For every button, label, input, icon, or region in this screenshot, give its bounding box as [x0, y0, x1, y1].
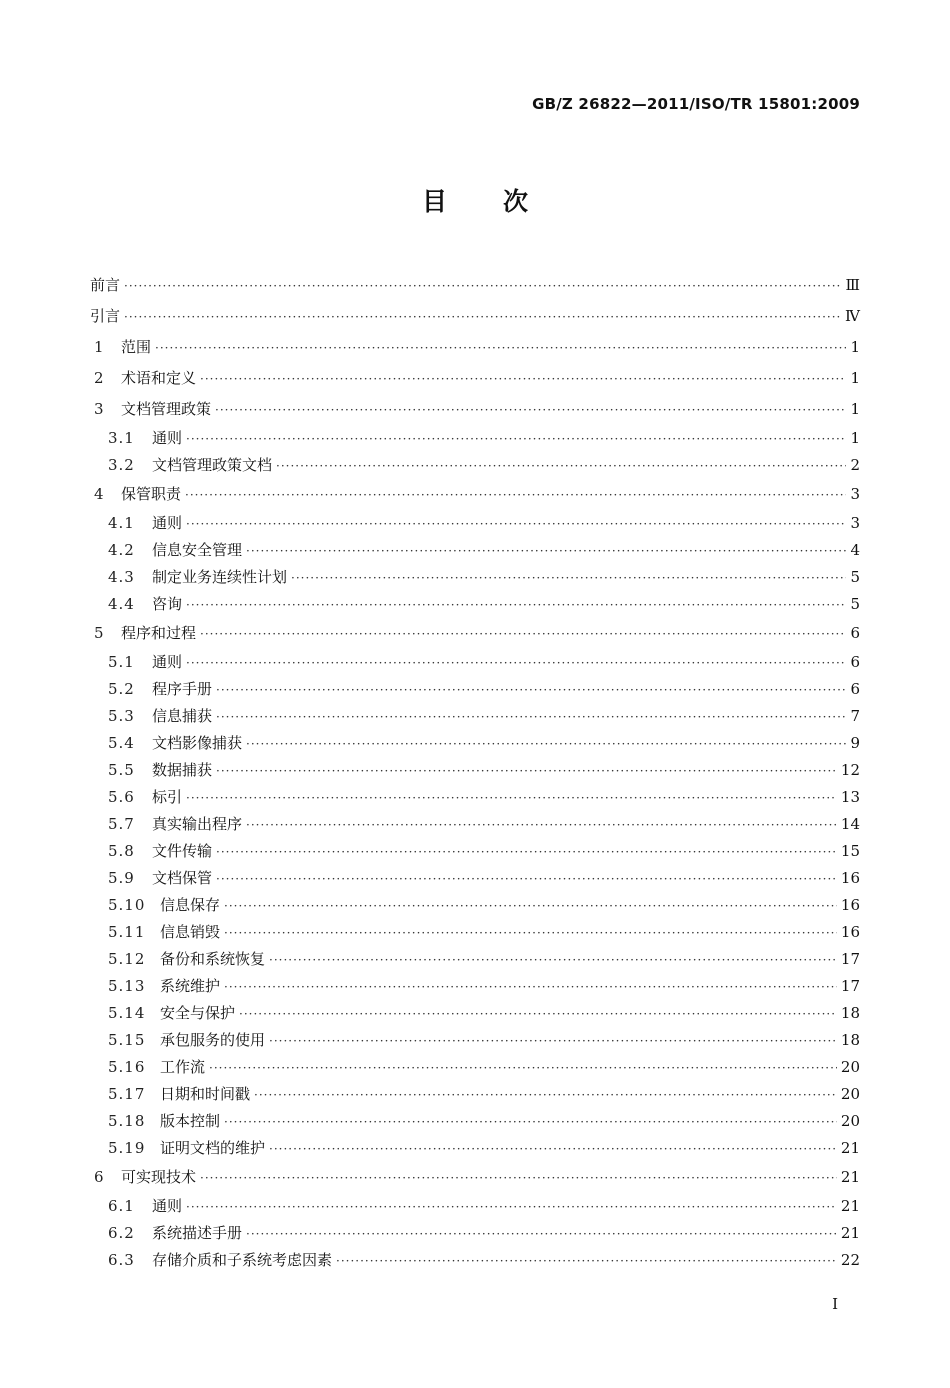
toc-leader-dots — [200, 364, 846, 395]
toc-entry[interactable] — [90, 1135, 860, 1162]
toc-entry-number: 3.2 — [108, 456, 135, 474]
toc-entry-number: 5.19 — [108, 1139, 146, 1157]
toc-leader-dots — [186, 511, 846, 538]
toc-leader-dots — [186, 650, 846, 677]
toc-entry-number: 5.13 — [108, 977, 146, 995]
toc-entry-page: 6 — [850, 653, 860, 671]
toc-entry[interactable] — [90, 452, 860, 479]
toc-entry-label: 证明文档的维护 — [160, 1139, 266, 1157]
toc-entry-label: 承包服务的使用 — [160, 1031, 266, 1049]
toc-entry-number: 5.6 — [108, 788, 135, 806]
toc-entry-number: 5.1 — [108, 653, 135, 671]
toc-entry-number: 3.1 — [108, 429, 135, 447]
toc-leader-dots — [224, 893, 837, 920]
toc-entry-number: 4.4 — [108, 595, 135, 613]
toc-entry-label: 文档管理政策文档 — [152, 456, 273, 474]
toc-entry-number: 2 — [94, 369, 104, 387]
toc-entry-label: 系统描述手册 — [152, 1224, 243, 1242]
toc-entry-label: 文档影像捕获 — [152, 734, 243, 752]
toc-entry[interactable] — [90, 1081, 860, 1108]
toc-entry-number: 1 — [94, 338, 104, 356]
toc-leader-dots — [336, 1248, 837, 1275]
toc-entry-number: 4.1 — [108, 514, 135, 532]
toc-entry-number: 5.18 — [108, 1112, 146, 1130]
document-code: GB/Z 26822—2011/ISO/TR 15801:2009 — [532, 95, 860, 113]
toc-entry-label: 备份和系统恢复 — [160, 950, 266, 968]
toc-entry-page: 20 — [840, 1112, 860, 1130]
toc-leader-dots — [246, 538, 846, 565]
table-of-contents — [90, 270, 860, 1274]
toc-entry[interactable] — [90, 784, 860, 811]
toc-entry[interactable] — [90, 865, 860, 892]
toc-entry-number: 6 — [94, 1168, 104, 1186]
toc-entry[interactable] — [90, 479, 860, 510]
toc-entry-page: 21 — [840, 1168, 860, 1186]
toc-leader-dots — [186, 1194, 837, 1221]
toc-entry-number: 4.2 — [108, 541, 135, 559]
toc-leader-dots — [216, 704, 846, 731]
toc-entry-number: 5.4 — [108, 734, 135, 752]
toc-entry-page: 16 — [840, 896, 860, 914]
toc-leader-dots — [124, 302, 841, 333]
toc-entry-page: 17 — [840, 950, 860, 968]
toc-leader-dots — [209, 1055, 837, 1082]
toc-entry-number: 5.17 — [108, 1085, 146, 1103]
toc-entry[interactable] — [90, 591, 860, 618]
toc-entry-number: 5.15 — [108, 1031, 146, 1049]
toc-entry[interactable] — [90, 757, 860, 784]
toc-entry-number: 6.2 — [108, 1224, 135, 1242]
toc-entry-page: 16 — [840, 869, 860, 887]
toc-entry-label: 版本控制 — [160, 1112, 221, 1130]
toc-entry-page: 14 — [840, 815, 860, 833]
toc-leader-dots — [216, 758, 837, 785]
toc-entry[interactable] — [90, 811, 860, 838]
toc-leader-dots — [186, 785, 837, 812]
toc-entry[interactable] — [90, 676, 860, 703]
toc-entry-label: 信息销毁 — [160, 923, 221, 941]
toc-entry-label: 安全与保护 — [160, 1004, 236, 1022]
toc-leader-dots — [224, 974, 837, 1001]
toc-leader-dots — [254, 1082, 837, 1109]
toc-entry-label: 引言 — [90, 307, 121, 325]
page-title — [0, 182, 950, 218]
toc-entry-number: 5.2 — [108, 680, 135, 698]
footer-page-number: I — [832, 1295, 838, 1313]
toc-leader-dots — [276, 453, 846, 480]
toc-entry-label: 程序手册 — [152, 680, 213, 698]
toc-entry-label: 通则 — [152, 514, 183, 532]
toc-entry-page: 3 — [850, 485, 860, 503]
toc-leader-dots — [185, 480, 846, 511]
toc-leader-dots — [224, 920, 837, 947]
toc-entry-number: 3 — [94, 400, 104, 418]
toc-entry[interactable] — [90, 1054, 860, 1081]
toc-entry-page: 1 — [850, 369, 860, 387]
toc-entry[interactable] — [90, 892, 860, 919]
toc-entry-number: 5.14 — [108, 1004, 146, 1022]
toc-entry-page: 13 — [840, 788, 860, 806]
toc-entry-label: 文件传输 — [152, 842, 213, 860]
toc-entry-page: 1 — [850, 400, 860, 418]
toc-entry[interactable] — [90, 1220, 860, 1247]
toc-leader-dots — [124, 271, 842, 302]
toc-entry-page: 2 — [850, 456, 860, 474]
toc-entry[interactable] — [90, 564, 860, 591]
toc-entry-label: 信息捕获 — [152, 707, 213, 725]
toc-leader-dots — [269, 1028, 837, 1055]
toc-entry-label: 数据捕获 — [152, 761, 213, 779]
toc-entry-page: Ⅲ — [845, 276, 860, 294]
toc-entry-label: 存储介质和子系统考虑因素 — [152, 1251, 333, 1269]
toc-entry-number: 5.7 — [108, 815, 135, 833]
toc-leader-dots — [269, 1136, 837, 1163]
toc-entry[interactable] — [90, 618, 860, 649]
toc-entry-label: 范围 — [121, 338, 152, 356]
toc-entry[interactable] — [90, 1162, 860, 1193]
toc-entry-number: 4 — [94, 485, 104, 503]
toc-entry-number: 5 — [94, 624, 104, 642]
toc-entry-label: 信息安全管理 — [152, 541, 243, 559]
toc-entry-label: 保管职责 — [121, 485, 182, 503]
toc-entry-label: 工作流 — [160, 1058, 206, 1076]
toc-entry-page: 15 — [840, 842, 860, 860]
toc-entry-label: 程序和过程 — [121, 624, 197, 642]
toc-entry-number: 4.3 — [108, 568, 135, 586]
title-char-1: 目 — [421, 187, 447, 216]
toc-entry-page: 18 — [840, 1031, 860, 1049]
toc-entry-page: 6 — [850, 624, 860, 642]
title-char-2: 次 — [503, 187, 529, 216]
toc-entry-number: 5.8 — [108, 842, 135, 860]
toc-entry[interactable] — [90, 838, 860, 865]
toc-leader-dots — [215, 395, 846, 426]
toc-entry[interactable] — [90, 332, 860, 363]
toc-entry[interactable] — [90, 1000, 860, 1027]
toc-entry-page: 1 — [850, 429, 860, 447]
toc-leader-dots — [186, 592, 846, 619]
toc-entry-page: 21 — [840, 1139, 860, 1157]
toc-leader-dots — [200, 619, 846, 650]
toc-entry[interactable] — [90, 703, 860, 730]
toc-entry-label: 信息保存 — [160, 896, 221, 914]
toc-entry-label: 通则 — [152, 429, 183, 447]
toc-entry-label: 通则 — [152, 653, 183, 671]
toc-leader-dots — [186, 426, 846, 453]
toc-leader-dots — [246, 731, 846, 758]
toc-entry-page: 12 — [840, 761, 860, 779]
toc-entry-label: 前言 — [90, 276, 121, 294]
toc-entry-page: 7 — [850, 707, 860, 725]
toc-entry-page: 5 — [850, 595, 860, 613]
toc-entry-label: 标引 — [152, 788, 183, 806]
toc-leader-dots — [155, 333, 846, 364]
toc-leader-dots — [246, 1221, 837, 1248]
toc-entry[interactable] — [90, 270, 860, 301]
toc-entry-page: 20 — [840, 1085, 860, 1103]
toc-leader-dots — [269, 947, 837, 974]
toc-entry[interactable] — [90, 649, 860, 676]
toc-entry-number: 5.3 — [108, 707, 135, 725]
toc-entry[interactable] — [90, 394, 860, 425]
toc-entry[interactable] — [90, 1027, 860, 1054]
toc-entry[interactable] — [90, 946, 860, 973]
toc-entry[interactable] — [90, 1108, 860, 1135]
toc-entry[interactable] — [90, 363, 860, 394]
toc-entry-page: Ⅳ — [845, 307, 860, 325]
toc-entry-page: 20 — [840, 1058, 860, 1076]
toc-entry-page: 18 — [840, 1004, 860, 1022]
toc-entry[interactable] — [90, 1247, 860, 1274]
toc-entry-page: 9 — [850, 734, 860, 752]
toc-entry-number: 5.10 — [108, 896, 146, 914]
toc-entry-label: 制定业务连续性计划 — [152, 568, 288, 586]
toc-entry-label: 系统维护 — [160, 977, 221, 995]
toc-entry-label: 咨询 — [152, 595, 183, 613]
toc-entry[interactable] — [90, 510, 860, 537]
toc-entry-number: 5.9 — [108, 869, 135, 887]
toc-entry-number: 5.5 — [108, 761, 135, 779]
toc-entry-page: 5 — [850, 568, 860, 586]
toc-entry[interactable] — [90, 919, 860, 946]
toc-entry-page: 21 — [840, 1197, 860, 1215]
toc-entry-number: 6.3 — [108, 1251, 135, 1269]
toc-entry-page: 3 — [850, 514, 860, 532]
toc-entry[interactable] — [90, 301, 860, 332]
toc-entry-page: 21 — [840, 1224, 860, 1242]
toc-entry-number: 5.16 — [108, 1058, 146, 1076]
toc-entry-label: 日期和时间戳 — [160, 1085, 251, 1103]
toc-entry-label: 文档保管 — [152, 869, 213, 887]
toc-leader-dots — [224, 1109, 837, 1136]
toc-leader-dots — [216, 839, 837, 866]
toc-leader-dots — [216, 866, 837, 893]
toc-leader-dots — [239, 1001, 837, 1028]
toc-entry[interactable] — [90, 973, 860, 1000]
toc-entry-page: 22 — [840, 1251, 860, 1269]
toc-entry-label: 真实输出程序 — [152, 815, 243, 833]
toc-entry-label: 文档管理政策 — [121, 400, 212, 418]
toc-entry[interactable] — [90, 1193, 860, 1220]
toc-entry-page: 17 — [840, 977, 860, 995]
toc-entry-label: 可实现技术 — [121, 1168, 197, 1186]
toc-entry-page: 6 — [850, 680, 860, 698]
toc-leader-dots — [216, 677, 846, 704]
toc-entry-page: 4 — [850, 541, 860, 559]
toc-leader-dots — [291, 565, 846, 592]
toc-entry[interactable] — [90, 537, 860, 564]
toc-entry-number: 5.11 — [108, 923, 146, 941]
toc-entry-number: 6.1 — [108, 1197, 135, 1215]
toc-entry[interactable] — [90, 730, 860, 757]
toc-leader-dots — [200, 1163, 837, 1194]
toc-entry-label: 术语和定义 — [121, 369, 197, 387]
toc-entry-page: 16 — [840, 923, 860, 941]
toc-entry[interactable] — [90, 425, 860, 452]
toc-entry-label: 通则 — [152, 1197, 183, 1215]
toc-entry-number: 5.12 — [108, 950, 146, 968]
toc-entry-page: 1 — [850, 338, 860, 356]
toc-leader-dots — [246, 812, 837, 839]
